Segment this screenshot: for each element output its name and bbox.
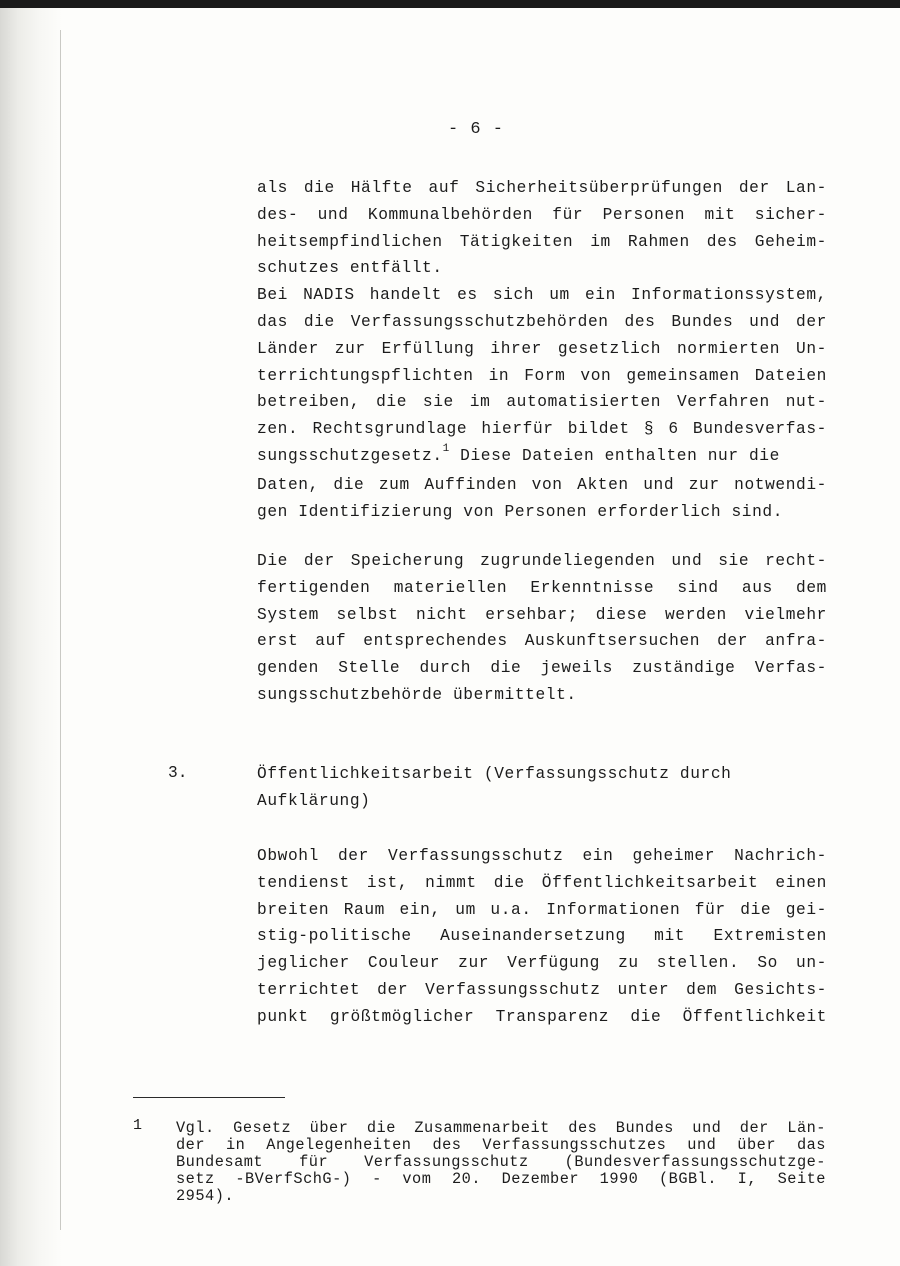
text-line: System selbst nicht ersehbar; diese werden vielmehr <box>257 605 827 624</box>
footnote-text <box>176 1120 826 1205</box>
text-line <box>257 443 827 472</box>
text-line: zen. Rechtsgrundlage hierfür bildet § 6 Bundesverfas- <box>257 420 827 439</box>
section-heading <box>257 761 827 815</box>
text-line: heitsempfindlichen Tätigkeiten im Rahmen des Geheim- <box>257 232 827 251</box>
page-number: - 6 - <box>448 120 505 139</box>
text-line: Daten, die zum Auffinden von Akten und zur notwendi- <box>257 475 827 494</box>
footnote-line: setz -BVerfSchG-) - vom 20. Dezember 1990 (BGBl. I, Seite <box>176 1170 826 1188</box>
heading-line: Öffentlichkeitsarbeit (Verfassungsschutz durch <box>257 765 732 783</box>
text-line: als die Hälfte auf Sicherheitsüberprüfungen der Lan- <box>257 179 827 197</box>
footnote-line: 2954). <box>176 1187 235 1205</box>
text-line: betreiben, die sie im automatisierten Verfahren nut- <box>257 393 827 412</box>
text-fragment: Diese Dateien enthalten nur die <box>449 446 780 465</box>
text-line: des- und Kommunalbehörden für Personen mit sicher- <box>257 205 827 224</box>
text-line: Länder zur Erfüllung ihrer gesetzlich normierten Un- <box>257 339 827 358</box>
section-number: 3. <box>168 764 188 782</box>
footnote-separator <box>133 1097 285 1098</box>
text-fragment: sungsschutzgesetz. <box>257 446 443 465</box>
footnote-line: Bundesamt für Verfassungsschutz (Bundesverfassungsschutzge- <box>176 1153 826 1171</box>
paragraph-speicherung <box>257 548 827 709</box>
text-line: breiten Raum ein, um u.a. Informationen für die gei- <box>257 900 827 919</box>
text-line: terrichtungspflichten in Form von gemeinsamen Dateien <box>257 366 827 385</box>
footnote-line: der in Angelegenheiten des Verfassungsschutzes und über das <box>176 1136 826 1154</box>
paragraph-oeffentlichkeitsarbeit <box>257 843 827 1031</box>
text-line: fertigenden materiellen Erkenntnisse sind aus dem <box>257 578 827 597</box>
footnote-reference: 1 <box>442 442 450 455</box>
text-line: gen Identifizierung von Personen erforderlich sind. <box>257 502 784 521</box>
text-line: stig-politische Auseinandersetzung mit Extremisten <box>257 927 827 946</box>
paragraph-nadis <box>257 175 827 525</box>
text-line: terrichtet der Verfassungsschutz unter dem Gesichts- <box>257 980 827 999</box>
scan-left-shadow <box>0 8 62 1266</box>
text-line: sungsschutzbehörde übermittelt. <box>257 685 577 704</box>
text-line: Die der Speicherung zugrundeliegenden und sie recht- <box>257 552 827 570</box>
scan-left-edge-line <box>60 30 61 1230</box>
text-line: das die Verfassungsschutzbehörden des Bundes und der <box>257 312 827 331</box>
heading-line: Aufklärung) <box>257 792 371 810</box>
text-line: Obwohl der Verfassungsschutz ein geheimer Nachrich- <box>257 847 827 865</box>
text-line: punkt größtmöglicher Transparenz die Öffentlichkeit <box>257 1007 827 1026</box>
text-line: erst auf entsprechendes Auskunftsersuchen der anfra- <box>257 632 827 651</box>
footnote-marker: 1 <box>133 1117 143 1134</box>
scan-top-edge <box>0 0 900 8</box>
footnote-line: Vgl. Gesetz über die Zusammenarbeit des Bundes und der Län- <box>176 1119 826 1137</box>
text-line: genden Stelle durch die jeweils zuständige Verfas- <box>257 659 827 678</box>
text-line: tendienst ist, nimmt die Öffentlichkeitsarbeit einen <box>257 873 827 892</box>
text-line: jeglicher Couleur zur Verfügung zu stellen. So un- <box>257 954 827 973</box>
text-line: Bei NADIS handelt es sich um ein Informationssystem, <box>257 286 827 305</box>
text-line: schutzes entfällt. <box>257 259 443 278</box>
